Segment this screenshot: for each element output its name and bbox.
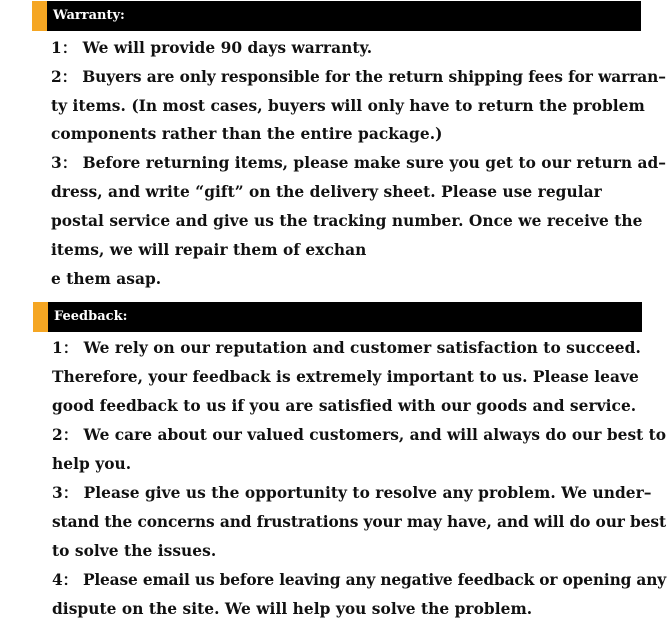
feedback-line: 1： We rely on our reputation and customer satisfaction to succeed.	[52, 339, 641, 357]
feedback-section	[0, 300, 672, 625]
feedback-line: 2： We care about our valued customers, and will always do our best to	[52, 426, 667, 444]
feedback-line: help you.	[52, 455, 132, 473]
feedback-line: 3： Please give us the opportunity to resolve any problem. We under–	[52, 484, 652, 502]
warranty-header-bar	[32, 1, 641, 31]
warranty-line: 2： Buyers are only responsible for the return shipping fees for warran–	[51, 68, 666, 86]
feedback-line: 4： Please email us before leaving any negative feedback or opening any	[52, 571, 667, 589]
warranty-line: 1： We will provide 90 days warranty.	[51, 39, 373, 57]
warranty-line: postal service and give us the tracking number. Once we receive the	[51, 212, 643, 230]
feedback-line: stand the concerns and frustrations your may have, and will do our best	[52, 513, 666, 531]
feedback-line: Therefore, your feedback is extremely important to us. Please leave	[52, 368, 639, 386]
feedback-header-bar	[33, 302, 642, 332]
feedback-line: dispute on the site. We will help you solve the problem.	[52, 600, 533, 618]
warranty-line: items, we will repair them of exchan	[51, 241, 367, 259]
warranty-line: components rather than the entire package.)	[51, 125, 443, 143]
warranty-line: e them asap.	[51, 270, 162, 288]
feedback-line: good feedback to us if you are satisfied with our goods and service.	[52, 397, 637, 415]
warranty-title: Warranty:	[53, 8, 125, 23]
feedback-line: to solve the issues.	[52, 542, 217, 560]
feedback-title: Feedback:	[54, 309, 128, 324]
feedback-header-accent	[33, 302, 48, 332]
warranty-section	[0, 0, 672, 290]
warranty-line: ty items. (In most cases, buyers will only have to return the problem	[51, 97, 645, 115]
warranty-header-accent	[32, 1, 47, 31]
warranty-line: 3： Before returning items, please make sure you get to our return ad–	[51, 154, 667, 172]
warranty-line: dress, and write “gift” on the delivery sheet. Please use regular	[51, 183, 602, 201]
